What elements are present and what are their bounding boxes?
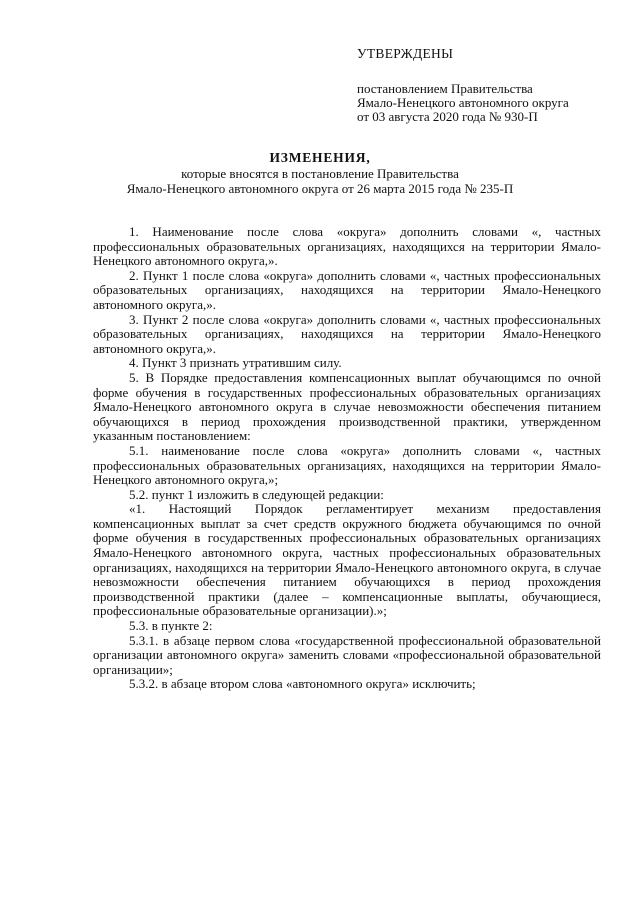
approval-title: УТВЕРЖДЕНЫ [357, 46, 454, 61]
paragraph-5-3-2: 5.3.2. в абзаце втором слова «автономного округа» исключить; [129, 676, 476, 692]
paragraph-4: 4. Пункт 3 признать утратившим силу. [129, 355, 342, 371]
approval-block [357, 47, 617, 124]
approval-line-2: Ямало-Ненецкого автономного округа [357, 95, 569, 110]
paragraph-5-1: 5.1. наименование после слова «округа» дополнить словами «, частных профессиональных образовательных организациях, находящихся на территории Ямало-Ненецкого автономного округа,»; [93, 442, 601, 488]
paragraph-5-3-1: 5.3.1. в абзаце первом слова «государственной профессиональной образовательной организации автономного округа» заменить словами «профессиональной образовательной организации»; [93, 632, 601, 677]
heading-line-1: которые вносятся в постановление Правительства [181, 166, 459, 181]
paragraph-3: 3. Пункт 2 после слова «округа» дополнить словами «, частных профессиональных образовательных организациях, находящихся на территории Ямало-Ненецкого автономного округа,». [93, 311, 601, 356]
document-heading [80, 150, 560, 196]
paragraph-5: 5. В Порядке предоставления компенсационных выплат обучающимся по очной форме обучения в государственных профессиональных образовательных организациях Ямало-Ненецкого автономного округа в случае невозможности обеспечения питанием обучающихся в период прохождения производственной практики, утвержденном указанным постановлением: [93, 369, 601, 444]
paragraph-5-3: 5.3. в пункте 2: [129, 618, 213, 634]
paragraph-5-2: 5.2. пункт 1 изложить в следующей редакции: [129, 486, 384, 502]
heading-line-2: Ямало-Ненецкого автономного округа от 26 марта 2015 года № 235-П [126, 181, 514, 196]
document-body [93, 225, 601, 692]
paragraph-2: 2. Пункт 1 после слова «округа» дополнить словами «, частных профессиональных образовательных организациях, находящихся на территории Ямало-Ненецкого автономного округа,». [93, 267, 601, 312]
heading-title: ИЗМЕНЕНИЯ, [269, 150, 371, 165]
approval-line-3: от 03 августа 2020 года № 930-П [357, 109, 538, 124]
paragraph-5-2-text: «1. Настоящий Порядок регламентирует механизм предоставления компенсационных выплат за счет средств окружного бюджета обучающимся по очной форме обучения в государственных профессиональных образовательных организациях Ямало-Ненецкого автономного округа, частных профессиональных образовательных организациях, находящихся на территории Ямало-Ненецкого автономного округа, в случае невозможности обеспечения питанием обучающихся в период прохождения производственной практики (далее – компенсационные выплаты, обучающиеся, профессиональные образовательные организации).»; [93, 501, 601, 619]
paragraph-1: 1. Наименование после слова «округа» дополнить словами «, частных профессиональных образовательных организациях, находящихся на территории Ямало-Ненецкого автономного округа,». [93, 224, 601, 269]
approval-line-1: постановлением Правительства [357, 81, 533, 96]
